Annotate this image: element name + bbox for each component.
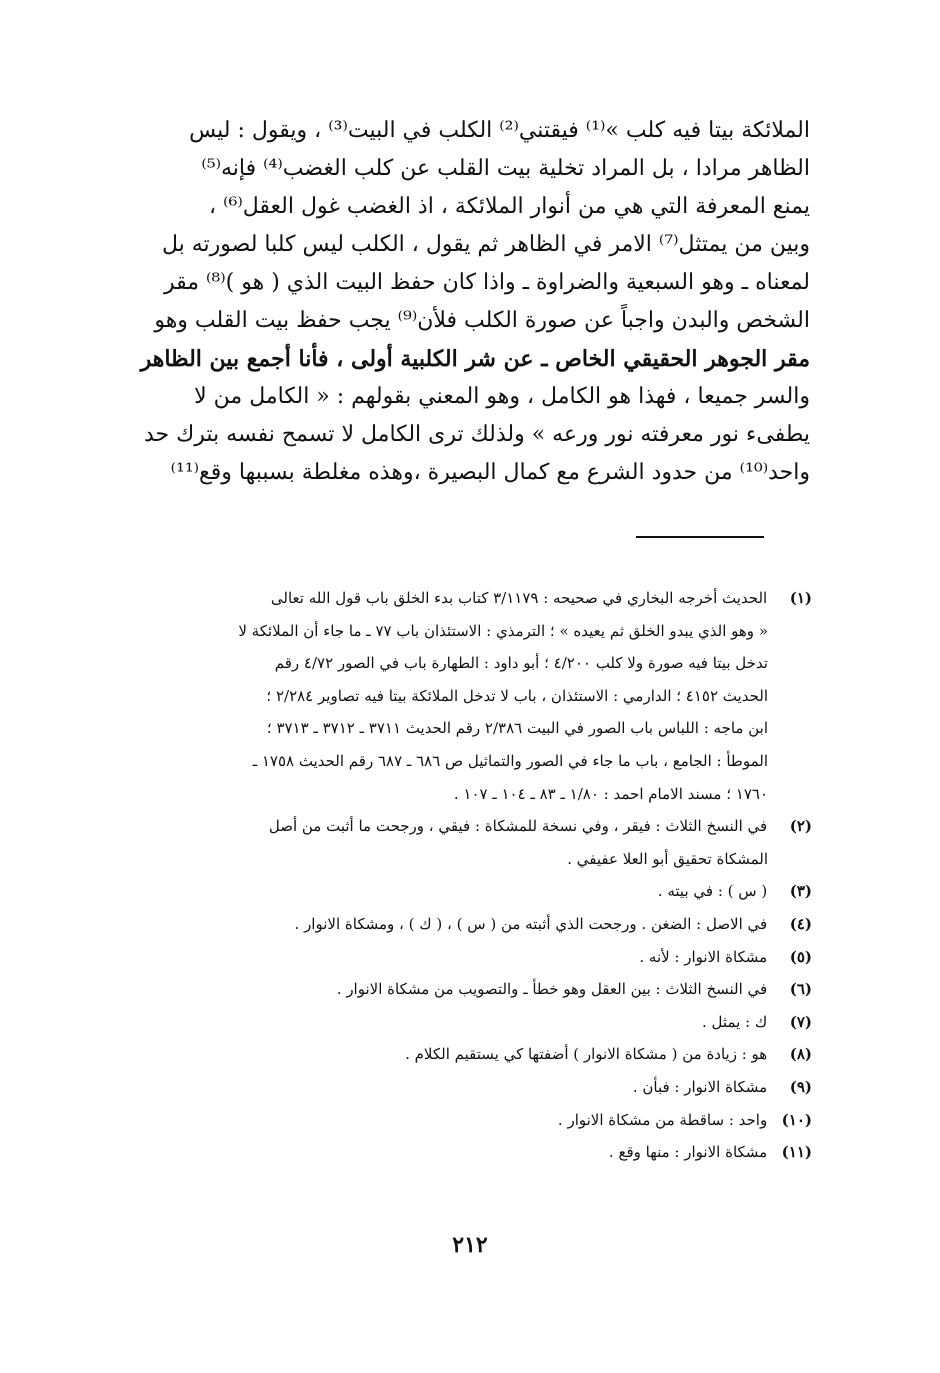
footnote-text: مشكاة الانوار : لأنه . xyxy=(639,947,768,966)
body-line: يطفىء نور معرفته نور ورعه » ولذلك ترى الكامل لا تسمح نفسه بترك حد xyxy=(143,422,810,447)
footnote-line xyxy=(104,1104,812,1137)
footnote-number: (٩) xyxy=(789,1077,812,1096)
footnote-line xyxy=(104,843,812,876)
footnote-text: واحد : ساقطة من مشكاة الانوار . xyxy=(557,1110,768,1129)
footnote-line xyxy=(104,680,812,713)
body-line: واحد⁽¹⁰⁾ من حدود الشرع مع كمال البصيرة ،وهذه مغلطة بسببها وقع⁽¹¹⁾ xyxy=(170,460,810,485)
footnote-line xyxy=(104,778,812,811)
body-line-bold: مقر الجوهر الحقيقي الخاص ـ عن شر الكلبية أولى ، فأنا أجمع بين الظاهر xyxy=(140,346,810,372)
footnote-line xyxy=(104,582,812,615)
footnote-line xyxy=(104,615,812,648)
footnote-line xyxy=(104,745,812,778)
footnote-line xyxy=(104,973,812,1006)
footnote-number: (٢) xyxy=(789,817,812,836)
footnote-line xyxy=(104,1038,812,1071)
footnote-text: في النسخ الثلاث : فيقر ، وفي نسخة للمشكاة : فيقي ، ورجحت ما أثبت من أصل xyxy=(268,817,768,836)
footnote-line xyxy=(104,647,812,680)
footnote-text: مشكاة الانوار : منها وقع . xyxy=(608,1143,768,1162)
footnote-text: في الاصل : الضغن . ورجحت الذي أثبته من ( س ) ، ( ك ) ، ومشكاة الانوار . xyxy=(294,914,768,933)
footnote-line xyxy=(104,712,812,745)
footnote-text: ( س ) : في بيته . xyxy=(657,882,768,901)
footnote-line xyxy=(104,908,812,941)
footnote-separator xyxy=(636,536,764,538)
footnote-line xyxy=(104,810,812,843)
body-line: الملائكة بيتا فيه كلب »⁽¹⁾ فيقتني⁽²⁾ الكلب في البيت⁽³⁾ ، ويقول : ليس xyxy=(189,118,810,143)
footnote-number: (٥) xyxy=(789,947,812,966)
footnote-number: (١) xyxy=(789,589,812,607)
footnote-number: (١١) xyxy=(781,1143,812,1162)
footnote-line xyxy=(104,1136,812,1169)
body-line: وبين من يمتثل⁽⁷⁾ الامر في الظاهر ثم يقول ، الكلب ليس كلبا لصورته بل xyxy=(161,232,810,257)
page-number: ٢١٢ xyxy=(452,1232,488,1258)
footnote-line xyxy=(104,1006,812,1039)
body-line: الشخص والبدن واجباً عن صورة الكلب فلأن⁽⁹⁾ يجب حفظ بيت القلب وهو xyxy=(154,308,810,333)
footnote-text: الحديث ٤١٥٢ ؛ الدارمي : الاستئذان ، باب لا تدخل الملائكة بيتا فيه تصاوير ٢/٢٨٤ ؛ xyxy=(266,686,768,705)
footnote-number: (٤) xyxy=(789,914,812,933)
body-line: والسر جميعا ، فهذا هو الكامل ، وهو المعني بقولهم : « الكامل من لا xyxy=(194,384,810,409)
footnote-text: الموطأ : الجامع ، باب ما جاء في الصور والتماثيل ص ٦٨٦ ـ ٦٨٧ رقم الحديث ١٧٥٨ ـ xyxy=(252,751,768,770)
body-line: يمنع المعرفة التي هي من أنوار الملائكة ، اذ الغضب غول العقل⁽⁶⁾ ، xyxy=(209,194,810,219)
footnote-text: ١٧٦٠ ؛ مسند الامام احمد : ١/٨٠ ـ ٨٣ ـ ١٠٤ ـ ١٠٧ . xyxy=(453,784,768,803)
footnote-line xyxy=(104,1071,812,1104)
body-line: الظاهر مرادا ، بل المراد تخلية بيت القلب عن كلب الغضب⁽⁴⁾ فإنه⁽⁵⁾ xyxy=(201,156,810,181)
body-line: لمعناه ـ وهو السبعية والضراوة ـ واذا كان حفظ البيت الذي ( هو )⁽⁸⁾ مقر xyxy=(163,270,810,295)
footnote-line xyxy=(104,875,812,908)
footnote-text: المشكاة تحقيق أبو العلا عفيفي . xyxy=(567,849,768,868)
footnote-line xyxy=(104,941,812,974)
footnote-text: مشكاة الانوار : فبأن . xyxy=(632,1077,768,1096)
footnote-text: الحديث أخرجه البخاري في صحيحه : ٣/١١٧٩ كتاب بدء الخلق باب قول الله تعالى xyxy=(270,589,768,607)
footnote-number: (٨) xyxy=(789,1045,812,1064)
footnote-number: (١٠) xyxy=(781,1110,812,1129)
footnote-number: (٣) xyxy=(789,882,812,901)
footnote-text: ك : يمثل . xyxy=(701,1012,768,1031)
footnote-text: هو : زيادة من ( مشكاة الانوار ) أضفتها كي يستقيم الكلام . xyxy=(405,1045,768,1064)
footnote-text: ابن ماجه : اللباس باب الصور في البيت ٢/٣٨٦ رقم الحديث ٣٧١١ ـ ٣٧١٢ ـ ٣٧١٣ ؛ xyxy=(266,719,768,738)
footnote-number: (٦) xyxy=(789,980,812,999)
main-text xyxy=(104,112,810,492)
footnote-text: تدخل بيتا فيه صورة ولا كلب ٤/٢٠٠ ؛ أبو داود : الطهارة باب في الصور ٤/٧٢ رقم xyxy=(274,654,768,673)
footnotes xyxy=(104,582,812,1169)
footnote-text: في النسخ الثلاث : بين العقل وهو خطأ ـ والتصويب من مشكاة الانوار . xyxy=(336,980,768,999)
footnote-text: « وهو الذي يبدو الخلق ثم يعيده » ؛ الترمذي : الاستئذان باب ٧٧ ـ ما جاء أن الملائكة لا xyxy=(238,621,768,640)
footnote-number: (٧) xyxy=(789,1012,812,1031)
